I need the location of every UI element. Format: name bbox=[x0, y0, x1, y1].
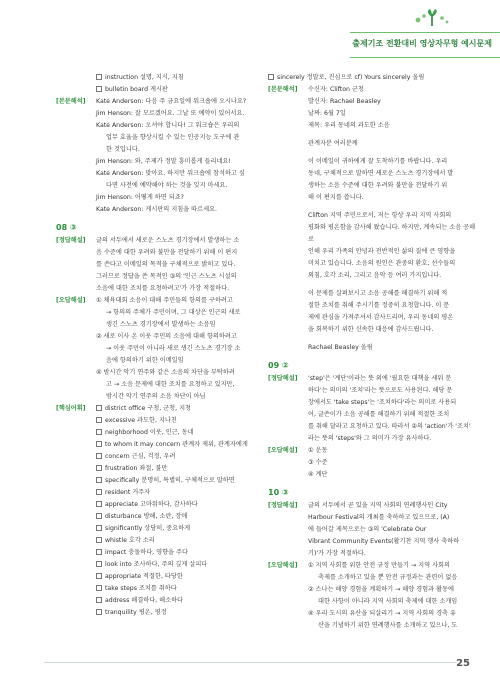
vocab-item: bulletin board 게시판 bbox=[96, 84, 266, 96]
vocab-item: resident 거주자 bbox=[96, 487, 266, 499]
header-title: 출제기조 전환대비 영상자무형 예시문제 bbox=[352, 39, 492, 48]
dialogue-line: Jim Henson: 어떻게 하면 되죠? bbox=[96, 194, 184, 201]
text-line: 소음에 대한 조치를 요청하려고'가 가장 적절하다. bbox=[96, 285, 230, 292]
letter-line: 이 문제를 살펴보시고 소음 공해를 해결하기 위해 적 bbox=[308, 290, 448, 297]
checkbox-icon bbox=[96, 597, 102, 603]
text-line: → 이웃 주민이 아니라 새로 생긴 스노츠 경기장 소 bbox=[106, 345, 241, 352]
section-label: [오답해설] bbox=[268, 562, 298, 569]
text-line: ③ 수준 bbox=[308, 459, 328, 466]
dialogue-line: 업무 효율을 향상시킬 수 있는 인공지능 도구에 관 bbox=[106, 134, 240, 141]
vocab-item: appreciate 고마워하다, 감사하다 bbox=[96, 499, 266, 511]
vocab-list bbox=[56, 415, 266, 619]
checkbox-icon bbox=[96, 573, 102, 579]
checkbox-icon bbox=[96, 549, 102, 555]
q09-explanation: [정답해설] 'step'은 '계단'이라는 뜻 외에 '필요한 대책을 세워 문 하다'는 의미의 '조치'라는 뜻으로도 사용된다. 해당 문 장에서도 'take steps'는 '조치하다'라는 의미로 사용되 어, 글쓴이가 소음 공해를 해결하기 위해 적절한 조치 를 취해 달라고 요청하고 있다. 따라서 ②의 'action'가 '조치' 라는 뜻의 'steps'와 그 의미가 가장 유사하다. bbox=[268, 373, 478, 445]
letter-body bbox=[268, 138, 478, 354]
letter-line: 절한 조치를 취해 주시기를 정중히 요청합니다. 이 문 bbox=[308, 302, 450, 309]
vocab-item: disturbance 방해, 소란, 장애 bbox=[96, 511, 266, 523]
footer-rule bbox=[44, 662, 456, 663]
dialogue-line: Kate Anderson: 게시판의 지침을 따르세요. bbox=[96, 206, 218, 213]
text-line: 어, 글쓴이가 소음 공해를 해결하기 위해 적절한 조치 bbox=[308, 411, 450, 418]
text-line: 생긴 스노츠 경기장에서 발생하는 소음임 bbox=[106, 321, 216, 328]
letter-line: 이 이메일이 귀하에게 잘 도착하기를 바랍니다. 우리 bbox=[308, 158, 448, 165]
text-line: → 항의의 주체가 주민이며, 그 대상은 인근의 새로 bbox=[106, 309, 241, 316]
letter-line: 해 이 편지를 씁니다. bbox=[308, 194, 364, 201]
vocab-item: to whom it may concern 관계자 제위, 관계자에게 bbox=[96, 439, 266, 451]
dialogue-line: Kate Anderson: 맞아요. 하지만 워크숍에 참석하고 싶 bbox=[96, 170, 245, 177]
checkbox-icon bbox=[96, 429, 102, 435]
checkbox-icon bbox=[96, 86, 102, 92]
text-line: 음 수준에 대한 우려와 불만을 전달하기 위해 이 편지 bbox=[96, 249, 238, 256]
text-line: ② 새로 이사 온 이웃 주민의 소음에 대해 항의하려고 bbox=[96, 333, 237, 340]
dialogue-line: 다면 사전에 예약해야 하는 것을 잊지 마세요. bbox=[106, 182, 228, 189]
section-label: [핵심어휘] bbox=[56, 405, 86, 412]
dialogue-line: Kate Anderson: 오셔야 합니다! 그 워크숍은 우리의 bbox=[96, 122, 240, 129]
page-number: 25 bbox=[456, 658, 470, 669]
section-label: [본문해석] bbox=[268, 86, 298, 93]
section-label: [정답해설] bbox=[56, 237, 86, 244]
checkbox-icon bbox=[96, 609, 102, 615]
text-line: 대한 사항이 아니라 지역 사회의 축제에 대한 소개임 bbox=[318, 598, 458, 605]
letter-line: Rachael Beasley 올림 bbox=[308, 344, 373, 351]
checkbox-icon bbox=[96, 561, 102, 567]
text-line: Vibrant Community Events(활기찬 지역 행사 축하하 bbox=[308, 538, 460, 545]
letter-line: 평화와 평온함을 감사해 왔습니다. 하지만, 계속되는 소음 공해로 bbox=[308, 224, 476, 243]
text-line: 기)'가 가장 적절하다. bbox=[308, 550, 366, 557]
letter-line: 동네, 구체적으로 말하면 새로운 스노츠 경기장에서 발 bbox=[308, 170, 454, 177]
checkbox-icon bbox=[96, 477, 102, 483]
vocab-item: specifically 분명히, 특별히, 구체적으로 말하면 bbox=[96, 475, 266, 487]
vocab-item: excessive 과도한, 지나친 bbox=[96, 415, 266, 427]
text-line: 를 쓴다고 이메일의 목적을 구체적으로 밝히고 있다. bbox=[96, 261, 236, 268]
section-label: [정답해설] bbox=[268, 375, 298, 382]
checkbox-icon bbox=[96, 489, 102, 495]
text-line: 축제를 소개하고 있을 뿐 안전 규정과는 관련이 없음 bbox=[318, 574, 458, 581]
text-line: 장에서도 'take steps'는 '조치하다'라는 의미로 사용되 bbox=[308, 399, 457, 406]
vocab-item: significantly 상당히, 중요하게 bbox=[96, 523, 266, 535]
text-line: Harbour Festival의 개최를 축하하고 있으므로, (A) bbox=[308, 514, 450, 521]
text-line: 를 취해 달라고 요청하고 있다. 따라서 ②의 'action'가 '조치' bbox=[308, 423, 471, 430]
text-line: 밤시간 악기 연주의 소음 차단이 아님 bbox=[106, 393, 206, 400]
text-line: 음에 항의하기 위한 이메일임 bbox=[106, 357, 184, 364]
checkbox-icon bbox=[96, 405, 102, 411]
letter-line: 외침, 호각 소리, 그리고 음악 등 여러 가지입니다. bbox=[308, 272, 442, 279]
q10-wrong-answers: [오답해설] ① 지역 사회를 위한 안전 규정 만들기 → 지역 사회의 축제를 소개하고 있을 뿐 안전 규정과는 관련이 없음 ② 스나는 해양 경험을 계획하기 → 해양 경험과 활동에 대한 사항이 아니라 지역 사회의 축제에 대한 소개임 ④ 우리 도시의 유산을 되살리기 → 지역 사회의 경축 유 산을 기념하기 위한 연례행사를 소개하고 있으나, 도 bbox=[268, 560, 478, 632]
text-line: 산을 기념하기 위한 연례행사를 소개하고 있으나, 도 bbox=[318, 622, 458, 629]
letter-line: 생하는 소음 수준에 대한 우려와 불만을 전달하기 위 bbox=[308, 182, 448, 189]
top-vocab-list bbox=[56, 72, 266, 96]
text-line: 에 들어갈 제목으로는 ③의 'Celebrate Our bbox=[308, 526, 427, 533]
text-line: ④ 밤시간 악기 연주와 같은 소음의 차단을 부탁하려 bbox=[96, 369, 235, 376]
checkbox-icon bbox=[268, 74, 274, 80]
dialogue-line: Jim Henson: 잘 모르겠어요. 그날 또 예약이 있어서요. bbox=[96, 110, 245, 117]
sprout-logo-icon bbox=[412, 6, 452, 28]
checkbox-icon bbox=[96, 525, 102, 531]
question-number: 08 ③ bbox=[56, 223, 77, 232]
section-label: [정답해설] bbox=[268, 502, 298, 509]
question-number: 09 ② bbox=[268, 361, 289, 370]
vocab-item: whistle 호각 소리 bbox=[96, 535, 266, 547]
q10-explanation: [정답해설] 글의 서두에서 곧 있을 지역 사회의 연례행사인 City Harbour Festival의 개최를 축하하고 있으므로, (A) 에 들어갈 제목으로는 ③의 'Celebrate Our Vibrant Community Events(활기찬 지역 행사 축하하 기)'가 가장 적절하다. bbox=[268, 500, 478, 560]
checkbox-icon bbox=[96, 585, 102, 591]
checkbox-icon bbox=[96, 513, 102, 519]
dialogue-line: 한 것입니다. bbox=[106, 146, 140, 153]
vocab-item: look into 조사하다, 주의 깊게 살피다 bbox=[96, 559, 266, 571]
letter-field: 제목: 우리 동네의 과도한 소음 bbox=[308, 122, 390, 129]
dialogue-translation: [본문해석] Kate Anderson: 다음 주 금요일에 워크숍에 오시나요? Jim Henson: 잘 모르겠어요. 그날 또 예약이 있어서요. Kate Anderson: 오셔야 합니다! 그 워크숍은 우리의 업무 효율을 향상시킬 수 있는 인공지능 도구에 관 한 것입니다. Jim Henson: 와, 주제가 정말 흥미롭게 들리네요! Kate Anderson: 맞아요. 하지만 워크숍에 참석하고 싶 다면 사전에 예약해야 하는 것을 잊지 마세요. Jim Henson: 어떻게 하면 되죠? Kate Anderson: 게시판의 지침을 따르세요. bbox=[56, 96, 266, 216]
left-column bbox=[56, 72, 266, 619]
checkbox-icon bbox=[96, 465, 102, 471]
vocab-item: address 해결하다, 해소하다 bbox=[96, 595, 266, 607]
vocab-item: concern 근심, 걱정, 우려 bbox=[96, 451, 266, 463]
text-line: ④ 우리 도시의 유산을 되살리기 → 지역 사회의 경축 유 bbox=[308, 610, 456, 617]
letter-field: 발신자: Rachael Beasley bbox=[308, 98, 381, 105]
section-label: [오답해설] bbox=[268, 447, 298, 454]
letter-line: 미치고 있습니다. 소음의 원인은 관중의 환호, 선수들의 bbox=[308, 260, 456, 267]
vocab-item: take steps 조치를 취하다 bbox=[96, 583, 266, 595]
letter-line: 관계자분 여러분께 bbox=[308, 140, 358, 147]
right-column bbox=[268, 72, 478, 632]
section-label: [오답해설] bbox=[56, 297, 86, 304]
q08-vocab: [핵심어휘] district office 구청, 군청, 지청 excessive 과도한, 지나친 neighborhood 이웃, 인근, 동네 to whom it may concern 관계자 제위, 관계자에게 concern 근심, 걱정, 우려 frustration 좌절, 불만 specifically 분명히, 특별히, 구체적으로 말하면 resident 거주자 appreciate 고마워하다, 감사하다 disturbance 방해, 소란, 장애 significantly 상당히, 중요하게 whistle 호각 소리 impact 충돌하다, 영향을 주다 look into 조사하다, 주의 깊게 살피다 appropriate 적절한, 타당한 take steps 조치를 취하다 address 해결하다, 해소하다 tranquility 평온, 평정 bbox=[56, 403, 266, 619]
text-line: 그러므로 정답을 쓴 목적인 ③의 '인근 스노츠 시설의 bbox=[96, 273, 237, 280]
page-header bbox=[0, 0, 500, 72]
text-line: ② 스나는 해양 경험을 계획하기 → 해양 경험과 활동에 bbox=[308, 586, 455, 593]
vocab-item: frustration 좌절, 불만 bbox=[96, 463, 266, 475]
vocab-item: instruction 설명, 지시, 지침 bbox=[96, 72, 266, 84]
dialogue-line: Jim Henson: 와, 주제가 정말 흥미롭게 들리네요! bbox=[96, 158, 231, 165]
text-line: 하다'는 의미의 '조치'라는 뜻으로도 사용된다. 해당 문 bbox=[308, 387, 453, 394]
checkbox-icon bbox=[96, 441, 102, 447]
vocab-item: sincerely 정말로, 진심으로 cf) Yours sincerely 올림 bbox=[268, 72, 478, 84]
q09-wrong-answers: [오답해설] ① 운동 ③ 수준 ④ 계단 bbox=[268, 445, 478, 481]
vocab-item: neighborhood 이웃, 인근, 동네 bbox=[96, 427, 266, 439]
letter-translation: [본문해석] 수신자: Clifton 군청 발신자: Rachael Beasley 날짜: 6월 7일 제목: 우리 동네의 과도한 소음 관계자분 여러분께 이 이메일이 귀하에게 잘 도착하기를 바랍니다. 우리 동네, 구체적으로 말하면 새로운 스노츠 경기장에서 발 생하는 소음 수준에 대한 우려와 불만을 전달하기 위 해 이 편지를 씁니다. Clifton 지역 주민으로서, 저는 항상 우리 지역 사회의 평화와 평온함을 감사해 왔습니다. 하지만, 계속되는 소음 공해로 인해 우리 가족의 안녕과 전반적인 삶의 질에 큰 영향을 미치고 있습니다. 소음의 원인은 관중의 환호, 선수들의 외침, 호각 소리, 그리고 음악 등 여러 가지입니다. 이 문제를 살펴보시고 소음 공해를 해결하기 위해 적 절한 조치를 취해 주시기를 정중히 요청합니다. 이 문 제에 관심을 가져주셔서 감사드리며, 우리 동네의 평온 을 회복하기 위한 신속한 대응에 감사드립니다. Rachael Beasley 올림 bbox=[268, 84, 478, 354]
question-number: 10 ③ bbox=[268, 488, 289, 497]
vocab-item: appropriate 적절한, 타당한 bbox=[96, 571, 266, 583]
section-label: [본문해석] bbox=[56, 98, 86, 105]
q08-wrong-answers: [오답해설] ① 체육대회 소음이 대해 주민들의 항의를 구하려고 → 항의의 주체가 주민이며, 그 대상은 인근의 새로 생긴 스노츠 경기장에서 발생하는 소음임 ② 새로 이사 온 이웃 주민의 소음에 대해 항의하려고 → 이웃 주민이 아니라 새로 생긴 스노츠 경기장 소 음에 항의하기 위한 이메일임 ④ 밤시간 악기 연주와 같은 소음의 차단을 부탁하려 고 → 소음 문제에 대한 조치를 요청하고 있지만, 밤시간 악기 연주의 소음 차단이 아님 bbox=[56, 295, 266, 403]
checkbox-icon bbox=[96, 501, 102, 507]
text-line: 고 → 소음 문제에 대한 조치를 요청하고 있지만, bbox=[106, 381, 235, 388]
letter-line: 제에 관심을 가져주셔서 감사드리며, 우리 동네의 평온 bbox=[308, 314, 454, 321]
checkbox-icon bbox=[96, 74, 102, 80]
letter-line: Clifton 지역 주민으로서, 저는 항상 우리 지역 사회의 bbox=[308, 212, 452, 219]
vocab-item: tranquility 평온, 평정 bbox=[96, 607, 266, 619]
checkbox-icon bbox=[96, 453, 102, 459]
text-line: ④ 계단 bbox=[308, 471, 328, 478]
q08-explanation: [정답해설] 글의 서두에서 새로운 스노츠 경기장에서 발생하는 소 음 수준에 대한 우려와 불만을 전달하기 위해 이 편지 를 쓴다고 이메일의 목적을 구체적으로 밝히고 있다. 그러므로 정답을 쓴 목적인 ③의 '인근 스노츠 시설의 소음에 대한 조치를 요청하려고'가 가장 적절하다. bbox=[56, 235, 266, 295]
letter-line: 을 회복하기 위한 신속한 대응에 감사드립니다. bbox=[308, 326, 434, 333]
checkbox-icon bbox=[96, 537, 102, 543]
letter-line: 인해 우리 가족의 안녕과 전반적인 삶의 질에 큰 영향을 bbox=[308, 248, 456, 255]
vocab-item: impact 충돌하다, 영향을 주다 bbox=[96, 547, 266, 559]
letter-field: 날짜: 6월 7일 bbox=[308, 110, 346, 117]
checkbox-icon bbox=[96, 417, 102, 423]
text-line: 라는 뜻의 'steps'와 그 의미가 가장 유사하다. bbox=[308, 435, 432, 442]
